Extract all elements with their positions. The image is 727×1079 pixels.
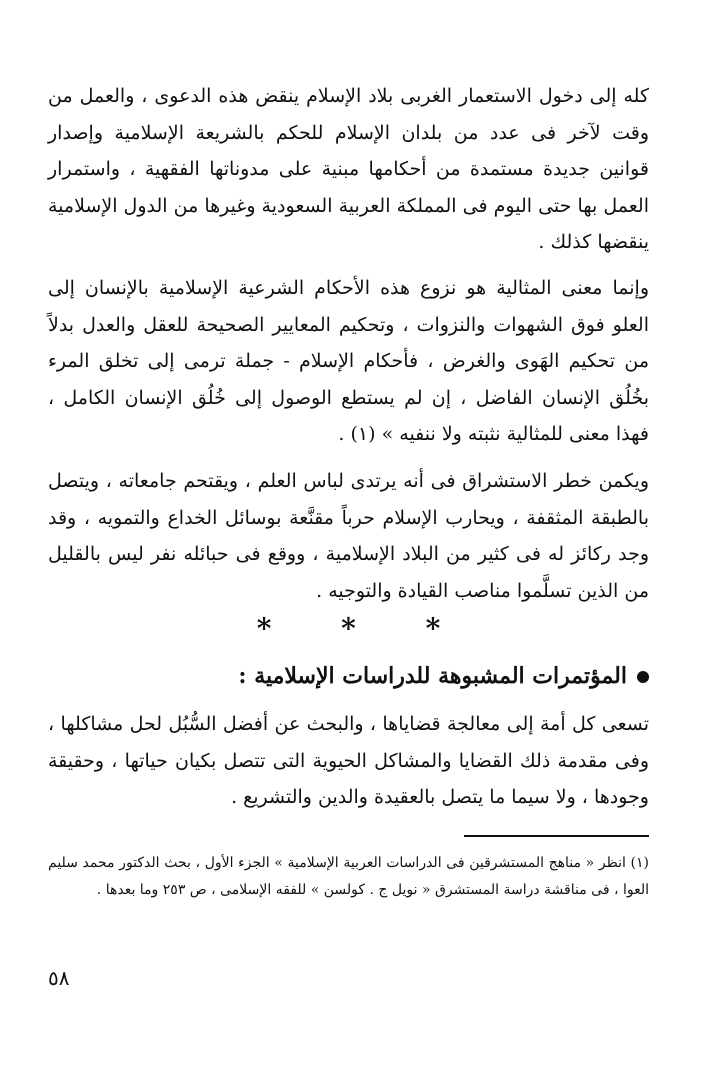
paragraph-1 [48, 78, 649, 261]
bullet-icon [637, 671, 649, 683]
section-separator: * * * [256, 612, 471, 645]
paragraph-2 [48, 270, 649, 453]
footnote: (١) انظر « مناهج المستشرقين فى الدراسات العربية الإسلامية » الجزء الأول ، بحث الدكتور محمد سليم العوا ، فى مناقشة دراسة المستشرق « نويل ج . كولسن » للفقه الإسلامى ، ص ٢٥٣ وما بعدها . [48, 855, 649, 898]
page-number: ٥٨ [48, 966, 70, 990]
paragraph-text: تسعى كل أمة إلى معالجة قضاياها ، والبحث عن أفضل السُّبُل لحل مشاكلها ، وفى مقدمة ذلك القضايا والمشاكل الحيوية التى تتصل بكيان حياتها ، وحقيقة وجودها ، ولا سيما ما يتصل بالعقيدة والدين والتشريع . [48, 713, 649, 808]
section-heading-text: المؤتمرات المشبوهة للدراسات الإسلامية : [238, 663, 627, 689]
paragraph-text: ويكمن خطر الاستشراق فى أنه يرتدى لباس العلم ، ويقتحم جامعاته ، ويتصل بالطبقة المثقفة ، ويحارب الإسلام حرباً مقنَّعة بوسائل الخداع والتمويه ، وقد وجد ركائز له فى كثير من البلاد الإسلامية ، ووقع فى حبائله نفر ليس بالقليل من الذين تسلَّموا مناصب القيادة والتوجيه . [48, 470, 649, 602]
paragraph-text: وإنما معنى المثالية هو نزوع هذه الأحكام الشرعية الإسلامية بالإنسان إلى العلو فوق الشهوات والنزوات ، وتحكيم المعايير الصحيحة للعقل والعدل بدلاً من تحكيم الهَوى والغرض ، فأحكام الإسلام - جملة ترمى إلى تخلق المرء بخُلُق الإنسان الفاضل ، إن لم يستطع الوصول إلى خُلُق الإنسان الكامل ، فهذا معنى للمثالية نثبته ولا ننفيه » (١) . [48, 277, 649, 445]
paragraph-4 [48, 706, 649, 816]
paragraph-3 [48, 463, 649, 609]
paragraph-text: كله إلى دخول الاستعمار الغربى بلاد الإسلام ينقض هذه الدعوى ، والعمل من وقت لآخر فى عدد من بلدان الإسلام للحكم بالشريعة الإسلامية وإصدار قوانين جديدة مستمدة من أحكامها مبنية على مدوناتها الفقهية ، واستمرار العمل بها حتى اليوم فى المملكة العربية السعودية وغيرها من الدول الإسلامية ينقضها كذلك . [48, 85, 649, 253]
footnote-divider [464, 835, 649, 837]
section-heading [48, 656, 649, 696]
